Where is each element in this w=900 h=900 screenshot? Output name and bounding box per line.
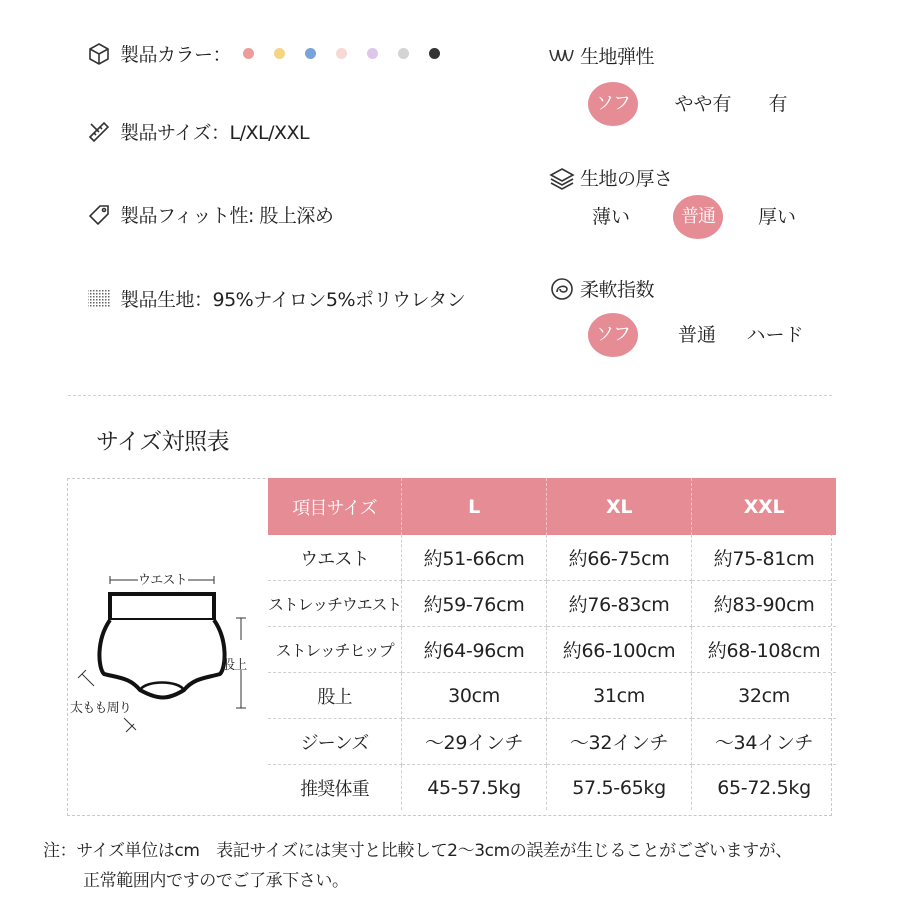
table-cell: 約68-108cm: [692, 627, 837, 673]
table-cell: 57.5-65kg: [547, 765, 692, 811]
table-cell: 31cm: [547, 673, 692, 719]
color-label: 製品カラー：: [120, 44, 232, 66]
table-cell: 65-72.5kg: [717, 776, 811, 799]
color-swatch: [243, 48, 254, 59]
row-label: 推奨体重: [268, 765, 402, 811]
table-cell: ～29インチ: [402, 719, 547, 765]
table-cell: 約66-75cm: [547, 535, 692, 581]
spec-fit-row: [86, 201, 333, 228]
row-label: ストレッチウエスト: [268, 581, 402, 627]
table-cell: 約75-81cm: [692, 535, 837, 581]
table-cell: 32cm: [692, 673, 837, 719]
color-swatch: [429, 48, 440, 59]
color-swatch: [398, 48, 409, 59]
elasticity-option: やや有: [674, 93, 732, 115]
table-cell: 約59-76cm: [402, 581, 547, 627]
fabric-texture-icon: [86, 286, 112, 312]
spec-size-row: [86, 118, 309, 145]
size-chart-title: サイズ対照表: [96, 429, 230, 455]
table-cell: 約64-96cm: [402, 627, 547, 673]
thickness-option: 厚い: [757, 206, 796, 228]
thickness-option: 薄い: [591, 206, 630, 228]
color-swatch: [367, 48, 378, 59]
box-icon: [86, 41, 112, 67]
row-label: ウエスト: [268, 535, 402, 581]
swirl-icon: [548, 277, 576, 301]
thigh-label: 太もも周り: [70, 701, 132, 716]
table-row: [268, 535, 836, 581]
color-swatch: [274, 48, 285, 59]
waist-label: ウエスト: [138, 573, 187, 588]
note-line-1: 注：サイズ単位はcm 表記サイズには実寸と比較して2～3cmの誤差が生じることがございますが、: [43, 841, 792, 861]
stretch-icon: [548, 44, 576, 68]
table-cell: ～32インチ: [547, 719, 692, 765]
fit-label: 製品フィット性: 股上深め: [120, 205, 334, 227]
table-row: [268, 627, 836, 673]
section-divider: [68, 395, 832, 396]
color-swatch: [305, 48, 316, 59]
softness-option: 普通: [677, 324, 716, 346]
color-swatch: [336, 48, 347, 59]
elasticity-option-selected: ソフト: [588, 82, 638, 126]
column-header: XXL: [692, 478, 837, 535]
table-row: [268, 673, 836, 719]
softness-title: 柔軟指数: [548, 275, 654, 302]
row-label: ストレッチヒップ: [268, 627, 402, 673]
softness-option: ハード: [746, 324, 804, 346]
column-header: XL: [547, 478, 692, 535]
color-swatches: [243, 48, 460, 59]
note-line-2: 正常範囲内ですのでご了承下さい。: [83, 871, 349, 891]
spec-fabric-row: [86, 285, 465, 312]
table-header-row: [268, 478, 836, 535]
table-row: [268, 765, 836, 811]
column-header: L: [402, 478, 547, 535]
table-cell: 45-57.5kg: [402, 765, 547, 811]
spec-color-row: [86, 40, 460, 67]
softness-option-selected: ソフト: [588, 313, 638, 357]
column-header: 項目サイズ: [268, 478, 402, 535]
table-cell: 30cm: [402, 673, 547, 719]
table-cell: 約51-66cm: [402, 535, 547, 581]
size-table: [268, 478, 836, 810]
row-label: ジーンズ: [268, 719, 402, 765]
rise-label: 股上: [222, 658, 247, 673]
size-label: 製品サイズ：L/XL/XXL: [120, 122, 310, 144]
table-cell: 約66-100cm: [547, 627, 692, 673]
table-cell: 約76-83cm: [547, 581, 692, 627]
table-row: [268, 581, 836, 627]
layers-icon: [548, 166, 576, 190]
ruler-pencil-icon: [86, 119, 112, 145]
elasticity-title: 生地弾性: [548, 42, 654, 69]
row-label: 股上: [268, 673, 402, 719]
fabric-label: 製品生地：95%ナイロン5%ポリウレタン: [120, 289, 466, 311]
table-cell: 約83-90cm: [692, 581, 837, 627]
elasticity-option: 有: [768, 93, 788, 115]
thickness-option-selected: 普通: [673, 195, 723, 239]
table-row: [268, 719, 836, 765]
tag-icon: [86, 202, 112, 228]
thickness-title: 生地の厚さ: [548, 164, 673, 191]
table-cell: ～34インチ: [692, 719, 837, 765]
